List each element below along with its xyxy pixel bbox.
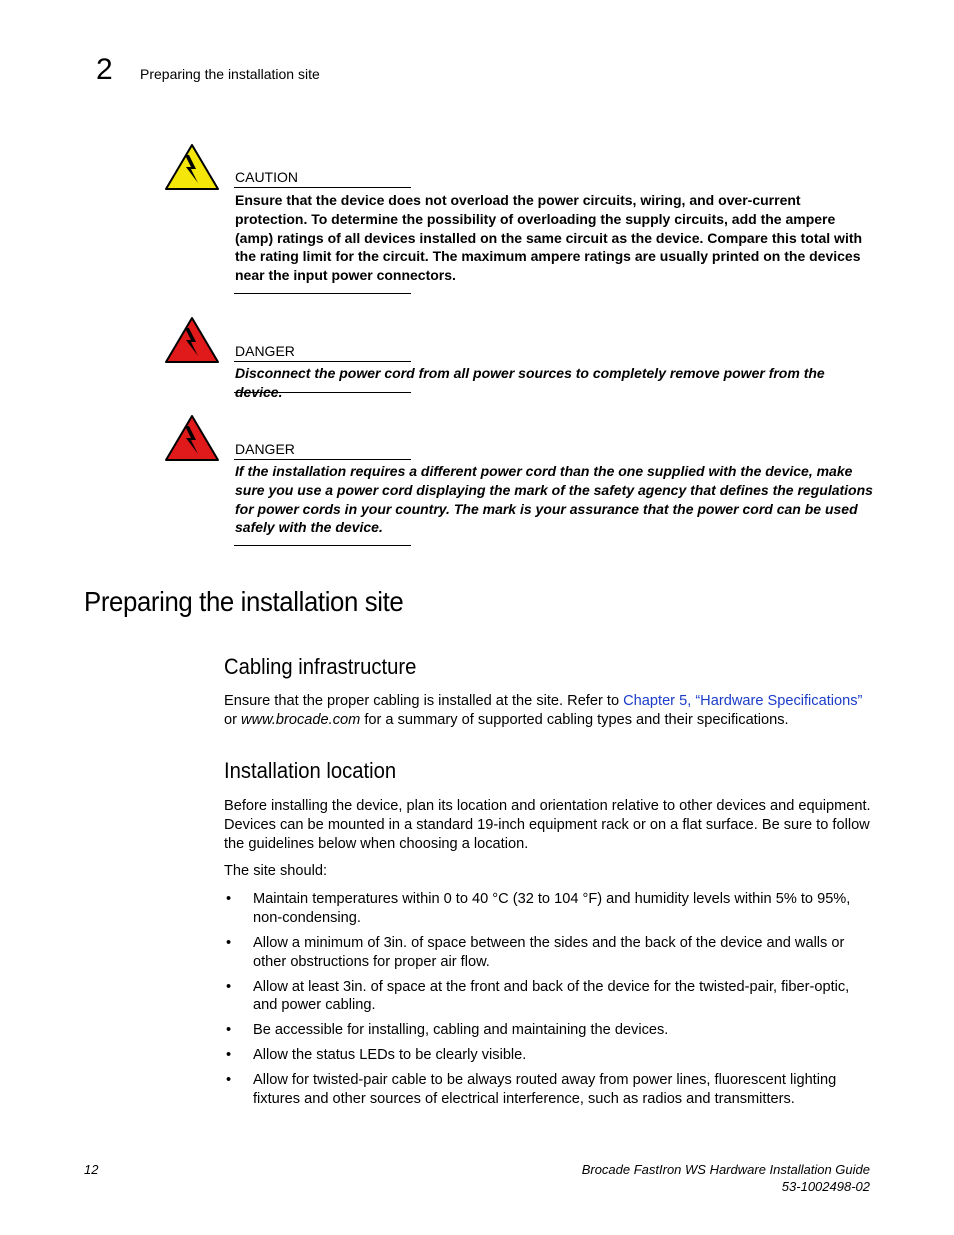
bullet-icon: • (226, 1022, 232, 1039)
notice-rule-top (234, 459, 411, 460)
notice-label: DANGER (235, 343, 295, 359)
location-lead: The site should: (224, 863, 328, 879)
cabling-heading: Cabling infrastructure (224, 654, 417, 679)
list-item-text: Allow for twisted-pair cable to be always routed away from power lines, fluorescent lighting fixtures and other sources of electrical interference, such as radios and transmitters. (253, 1072, 837, 1108)
list-item-text: Maintain temperatures within 0 to 40 °C (32 to 104 °F) and humidity levels within 5% to 95%, non-condensing. (253, 891, 851, 926)
cabling-paragraph (224, 692, 874, 730)
notice-text: Ensure that the device does not overload the power circuits, wiring, and over-current protection. To determine the possibility of overloading the supply circuits, add the ampere (amp) ratings of all devices installed on the same circuit as the device. Compare this total with the rating limit for the circuit. The maximum ampere ratings are usually printed on the devices near the input power connectors. (235, 192, 863, 284)
site-requirements-list (224, 890, 874, 1115)
chapter5-link[interactable]: Chapter 5, “Hardware Specifications” (623, 693, 863, 709)
location-heading: Installation location (224, 758, 397, 783)
list-item (224, 934, 874, 972)
list-item (224, 1021, 874, 1040)
bullet-icon: • (226, 891, 232, 907)
bullet-icon: • (226, 1047, 232, 1064)
chapter-number: 2 (96, 53, 113, 86)
doc-number: 53-1002498-02 (781, 1179, 870, 1194)
cabling-text-after: for a summary of supported cabling types and their specifications. (360, 711, 789, 728)
notice-text: Disconnect the power cord from all power sources to completely remove power from the device. (235, 365, 825, 400)
cabling-text-or: or (224, 711, 242, 728)
list-item (224, 890, 874, 928)
list-item-text: Allow the status LEDs to be clearly visible. (253, 1047, 527, 1064)
caution-shock-icon (164, 143, 220, 191)
notice-rule-bottom (234, 392, 411, 393)
bullet-icon: • (226, 978, 232, 995)
brocade-site: www.brocade.com (241, 711, 361, 728)
bullet-icon: • (226, 1072, 232, 1089)
page-number: 12 (84, 1162, 99, 1177)
notice-label: DANGER (235, 441, 295, 457)
doc-title: Brocade FastIron WS Hardware Installation Guide (581, 1162, 870, 1177)
notice-rule-top (234, 187, 411, 188)
list-item-text: Be accessible for installing, cabling and maintaining the devices. (253, 1022, 669, 1039)
notice-text: If the installation requires a different power cord than the one supplied with the device, make sure you use a power cord displaying the mark of the safety agency that defines the regulations for power cords in your country. The mark is your assurance that the power cord can be used safely with the device. (235, 463, 873, 536)
running-header: Preparing the installation site (140, 66, 320, 82)
list-item (224, 978, 874, 1016)
danger-shock-icon (164, 316, 220, 364)
notice-rule-bottom (234, 545, 411, 546)
list-item (224, 1071, 874, 1109)
bullet-icon: • (226, 934, 232, 951)
list-item-text: Allow a minimum of 3in. of space between the sides and the back of the device and walls or other obstructions for proper air flow. (253, 934, 845, 970)
notice-label: CAUTION (235, 169, 298, 185)
section-title: Preparing the installation site (84, 586, 404, 617)
location-intro: Before installing the device, plan its location and orientation relative to other devices and equipment. Devices can be mounted in a standard 19-inch equipment rack or on a flat surface. Be sure to follow the guidelines below when choosing a location. (224, 798, 871, 852)
notice-rule-bottom (234, 293, 411, 294)
list-item-text: Allow at least 3in. of space at the front and back of the device for the twisted-pair, fiber-optic, and power cabling. (253, 978, 850, 1014)
danger-shock-icon (164, 414, 220, 462)
list-item (224, 1046, 874, 1065)
cabling-text: Ensure that the proper cabling is installed at the site. Refer to (224, 693, 624, 709)
notice-rule-top (234, 361, 411, 362)
